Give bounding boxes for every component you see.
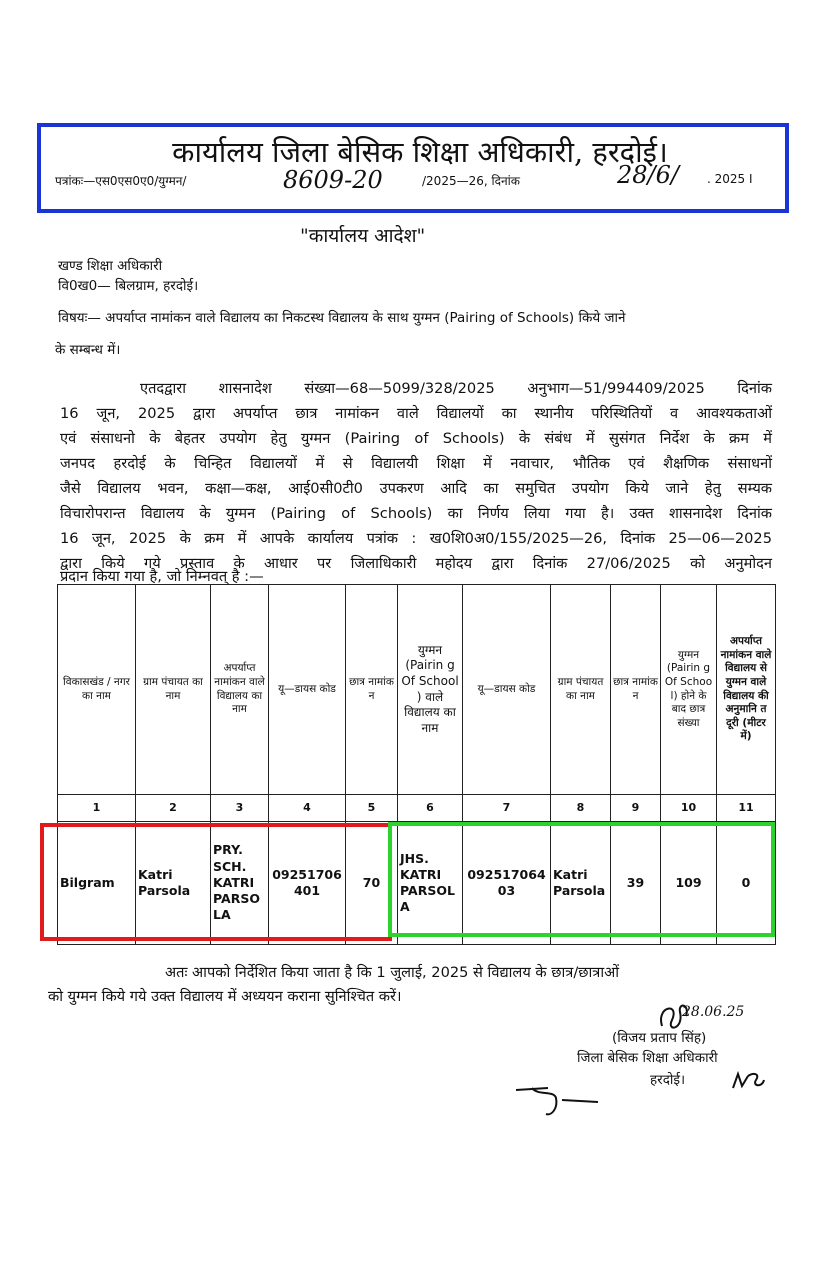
column-number: 4 [269,795,346,822]
body-line: द्वारा किये गये प्रस्ताव के आधार पर जिलाधिकारी महोदय द्वारा दिनांक 27/06/2025 को अनुमोदन [60,555,772,572]
signature-date-handwritten: 28.06.25 [682,1004,745,1020]
ref-prefix: पत्रांकः—एस0एस0ए0/युग्मन/ [55,174,187,188]
body-line: एतदद्वारा शासनादेश संख्या—68—5099/328/2025 अनुभाग—51/994409/2025 दिनांक [140,380,772,397]
table-header-cell: छात्र नामांक न [611,585,661,795]
ref-mid: /2025—26, दिनांक [422,174,520,188]
signatory-location: हरदोई। [650,1072,686,1088]
table-cell: 109 [661,822,717,945]
table-header-cell: ग्राम पंचायत का नाम [136,585,211,795]
ref-number-handwritten: 8609-20 [283,166,383,194]
table-header-cell: युग्मन (Pairin g Of School ) वाले विद्यालय का नाम [398,585,463,795]
body-line: जैसे विद्यालय भवन, कक्षा—कक्ष, आई0सी0टी0 उपकरण आदि का समुचित उपयोग किये जाने हेतु सम्यक [60,480,772,497]
subject-line1: विषयः— अपर्याप्त नामांकन वाले विद्यालय का निकटस्थ विद्यालय के साथ युग्मन (Pairing of Schools) किये जाने [58,310,626,326]
table-header-row [58,585,776,795]
table-cell: 092517064 03 [463,822,551,945]
column-number: 3 [211,795,269,822]
closing-line1: अतः आपको निर्देशित किया जाता है कि 1 जुलाई, 2025 से विद्यालय के छात्र/छात्राओं [165,964,620,981]
table-header-cell: यू—डायस कोड [463,585,551,795]
ref-year: . 2025 I [707,172,753,186]
column-number: 6 [398,795,463,822]
lower-signature-icon [512,1082,602,1122]
addressee-line1: खण्ड शिक्षा अधिकारी [58,258,163,274]
table-cell: JHS. KATRI PARSOL A [398,822,463,945]
closing-line2: को युग्मन किये गये उक्त विद्यालय में अध्ययन कराना सुनिश्चित करें। [48,988,402,1005]
table-cell: 70 [346,822,398,945]
column-number: 1 [58,795,136,822]
column-number: 9 [611,795,661,822]
body-line: 16 जून, 2025 के क्रम में आपके कार्यालय पत्रांक : ख0शि0अ0/155/2025—26, दिनांक 25—06—2025 [60,530,772,547]
table-header-cell: विकासखंड / नगर का नाम [58,585,136,795]
body-line: एवं संसाधनो के बेहतर उपयोग हेतु युग्मन (Pairing of Schools) के संबंध में सुसंगत निर्देश के क्रम में [60,430,772,447]
office-title: कार्यालय जिला बेसिक शिक्षा अधिकारी, हरदोई। [172,135,668,169]
initials-icon [730,1068,766,1092]
subject-line2: के सम्बन्ध में। [55,342,121,358]
table-cell: Bilgram [58,822,136,945]
red-highlight-box [40,823,392,941]
body-line: विचारोपरान्त विद्यालय के युग्मन (Pairing of Schools) का निर्णय लिया गया है। उक्त शासनादेश दिनांक [60,505,772,522]
table-header-cell: ग्राम पंचायत का नाम [551,585,611,795]
reference-line [55,172,186,189]
column-number: 8 [551,795,611,822]
table-cell: 0 [717,822,776,945]
body-line: जनपद हरदोई के चिन्हित विद्यालयों में से विद्यालयी शिक्षा में नवाचार, भौतिक एवं शैक्षणिक संसाधनों [60,455,772,472]
column-number: 7 [463,795,551,822]
green-highlight-box [388,822,775,937]
table-cell: 39 [611,822,661,945]
table-header-cell: यू—डायस कोड [269,585,346,795]
signatory-designation: जिला बेसिक शिक्षा अधिकारी [577,1050,718,1066]
table-cell: Katri Parsola [551,822,611,945]
body-line: प्रदान किया गया है, जो निम्नवत् है :— [60,568,264,585]
signatory-name: (विजय प्रताप सिंह) [612,1030,707,1046]
column-number: 11 [717,795,776,822]
table-cell: 09251706 401 [269,822,346,945]
date-handwritten: 28/6/ [617,161,679,189]
table-header-cell: अपर्याप्त नामांकन वाले विद्यालय का नाम [211,585,269,795]
column-number-row [58,795,776,822]
addressee-line2: वि0ख0— बिलग्राम, हरदोई। [58,278,199,294]
table-header-cell: छात्र नामांक न [346,585,398,795]
order-title: "कार्यालय आदेश" [300,225,426,247]
table-header-cell: अपर्याप्त नामांकन वाले विद्यालय से युग्मन वाले विद्यालय की अनुमानि त दूरी (मीटर में) [717,585,776,795]
table-header-cell: युग्मन (Pairin g Of Schoo l) होने के बाद छात्र संख्या [661,585,717,795]
column-number: 10 [661,795,717,822]
column-number: 5 [346,795,398,822]
body-line: 16 जून, 2025 द्वारा अपर्याप्त छात्र नामांकन वाले विद्यालयों का स्थानीय परिस्थितियों व आवश्यकताओं [60,405,772,422]
column-number: 2 [136,795,211,822]
table-cell: Katri Parsola [136,822,211,945]
table-cell: PRY. SCH. KATRI PARSO LA [211,822,269,945]
